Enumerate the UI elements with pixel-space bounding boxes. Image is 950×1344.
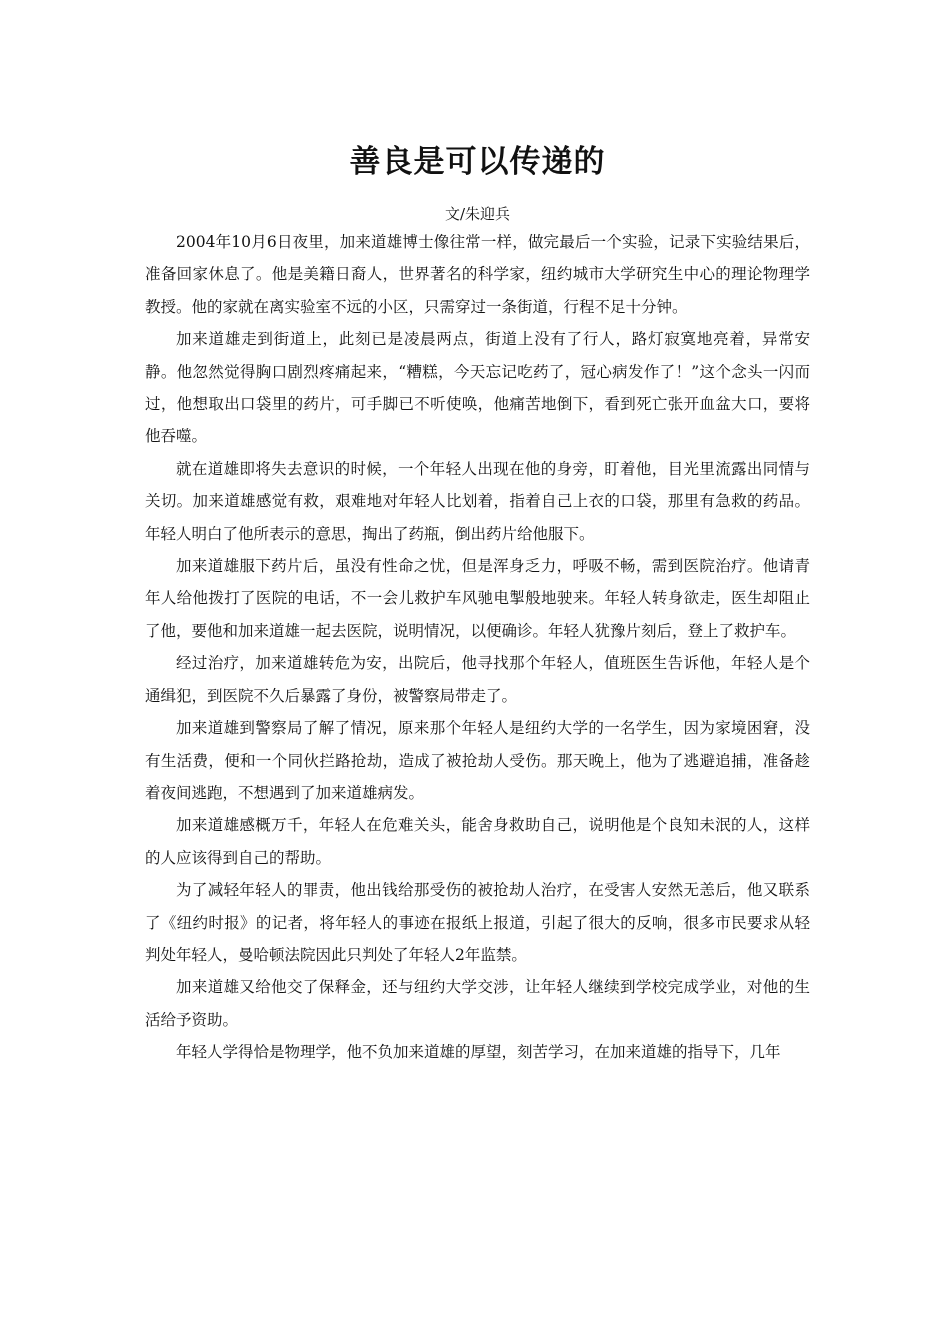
paragraph: 经过治疗，加来道雄转危为安，出院后，他寻找那个年轻人，值班医生告诉他，年轻人是个通缉犯，到医院不久后暴露了身份，被警察局带走了。 bbox=[145, 654, 810, 705]
article-title: 善良是可以传递的 bbox=[349, 144, 606, 180]
paragraph: 加来道雄到警察局了解了情况，原来那个年轻人是纽约大学的一名学生，因为家境困窘，没有生活费，便和一个同伙拦路抢劫，造成了被抢劫人受伤。那天晚上，他为了逃避追捕，准备趁着夜间逃跑，不想遇到了加来道雄病发。 bbox=[145, 719, 810, 802]
article-body bbox=[145, 120, 810, 1069]
paragraph: 为了减轻年轻人的罪责，他出钱给那受伤的被抢劫人治疗，在受害人安然无恙后，他又联系了《纽约时报》的记者，将年轻人的事迹在报纸上报道，引起了很大的反响，很多市民要求从轻判处年轻人，曼哈顿法院因此只判处了年轻人2年监禁。 bbox=[145, 881, 810, 964]
paragraph: 年轻人学得恰是物理学，他不负加来道雄的厚望，刻苦学习，在加来道雄的指导下，几年 bbox=[176, 1043, 781, 1062]
paragraph: 就在道雄即将失去意识的时候，一个年轻人出现在他的身旁，盯着他，目光里流露出同情与关切。加来道雄感觉有救，艰难地对年轻人比划着，指着自己上衣的口袋，那里有急救的药品。年轻人明白了他所表示的意思，掏出了药瓶，倒出药片给他服下。 bbox=[145, 459, 810, 543]
paragraph: 加来道雄感概万千，年轻人在危难关头，能舍身救助自己，说明他是个良知未泯的人，这样的人应该得到自己的帮助。 bbox=[145, 816, 810, 867]
paragraph: 加来道雄又给他交了保释金，还与纽约大学交涉，让年轻人继续到学校完成学业，对他的生活给予资助。 bbox=[145, 978, 810, 1029]
article-author: 文/朱迎兵 bbox=[444, 205, 511, 223]
paragraph: 加来道雄服下药片后，虽没有性命之忧，但是浑身乏力，呼吸不畅，需到医院治疗。他请青年人给他拨打了医院的电话，不一会儿救护车风驰电掣般地驶来。年轻人转身欲走，医生却阻止了他，要他和加来道雄一起去医院，说明情况，以便确诊。年轻人犹豫片刻后，登上了救护车。 bbox=[145, 557, 810, 640]
paragraph: 2004年10月6日夜里，加来道雄博士像往常一样，做完最后一个实验，记录下实验结果后，准备回家休息了。他是美籍日裔人，世界著名的科学家，纽约城市大学研究生中心的理论物理学教授。他的家就在离实验室不远的小区，只需穿过一条街道，行程不足十分钟。 bbox=[145, 233, 810, 316]
paragraph: 加来道雄走到街道上，此刻已是凌晨两点，街道上没有了行人，路灯寂寞地亮着，异常安静。他忽然觉得胸口剧烈疼痛起来，“糟糕，今天忘记吃药了，冠心病发作了！”这个念头一闪而过，他想取出口袋里的药片，可手脚已不听使唤，他痛苦地倒下，看到死亡张开血盆大口，要将他吞噬。 bbox=[145, 330, 810, 446]
